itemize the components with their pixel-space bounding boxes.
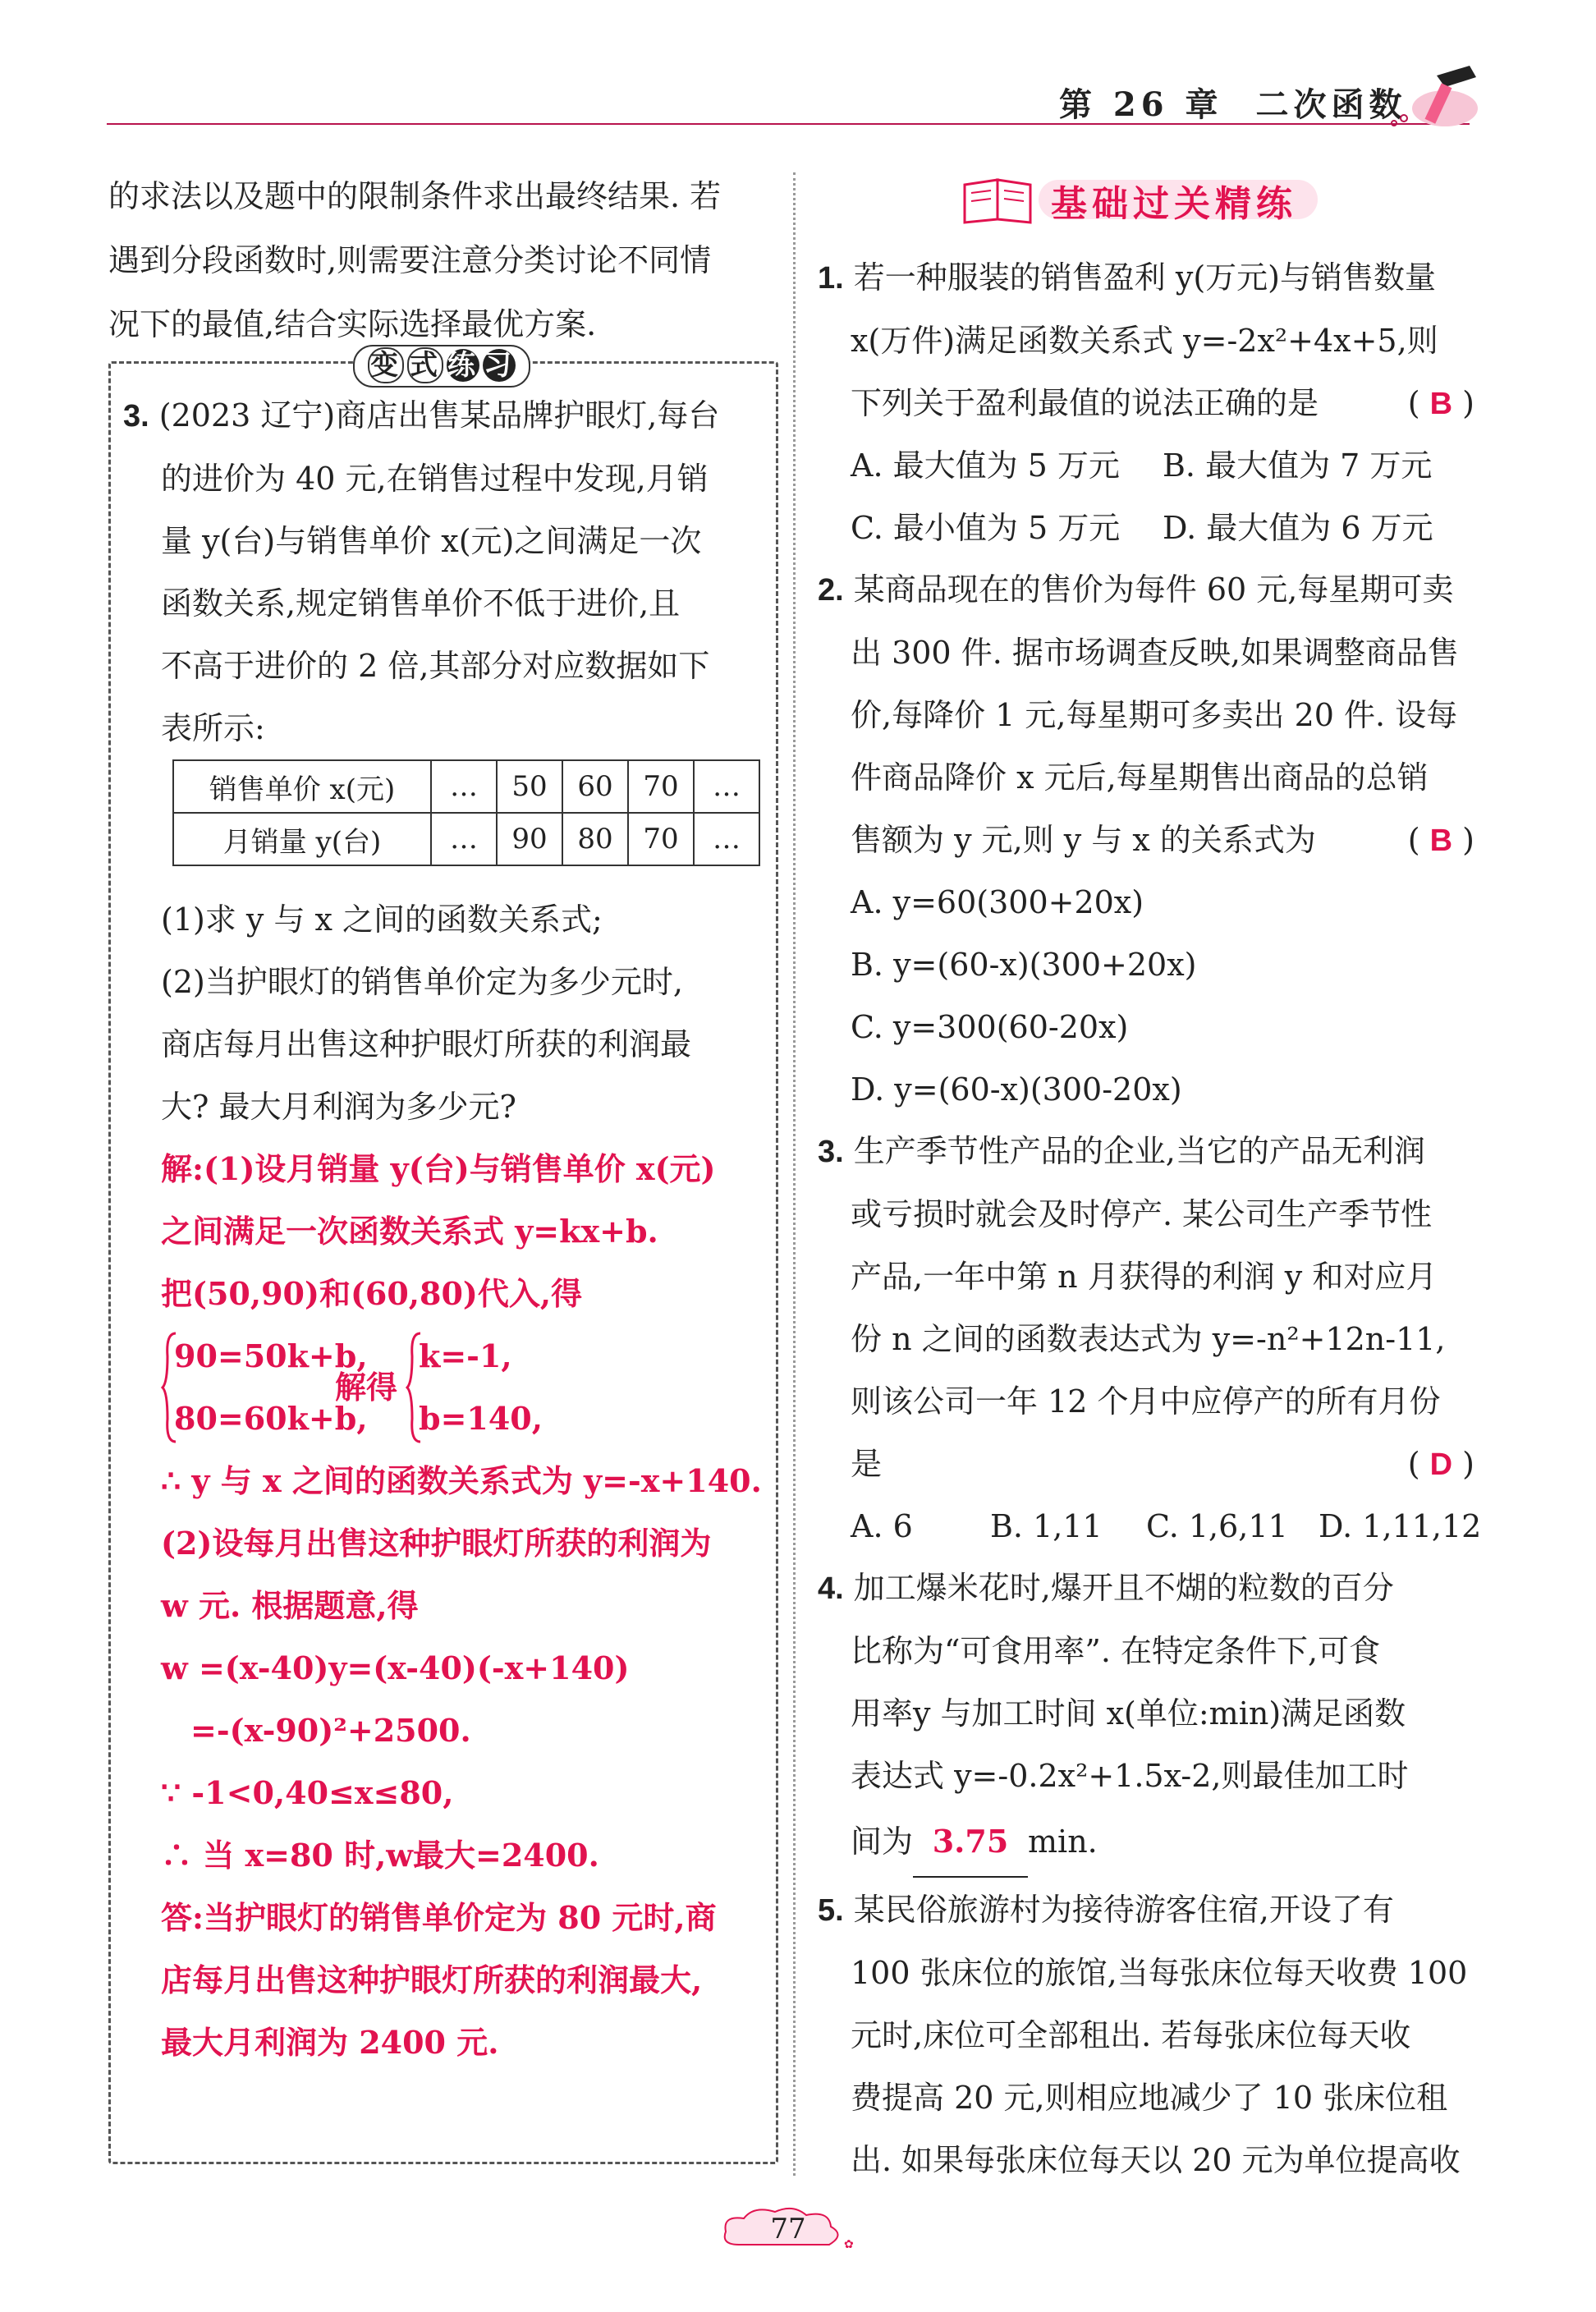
solution-line: 把(50,90)和(60,80)代入,得 (161, 1275, 583, 1312)
question-number: 3. (123, 399, 149, 434)
question-5 (818, 1878, 1467, 2191)
question-line: 元时,床位可全部租出. 若每张床位每天收 (851, 2017, 1411, 2053)
chapter-header (1059, 79, 1440, 126)
solution-line: w 元. 根据题意,得 (161, 1587, 419, 1624)
question-line: 间为 (851, 1823, 914, 1860)
table-cell: 70 (628, 813, 694, 865)
question-line: 函数关系,规定销售单价不低于进价,且 (161, 585, 681, 622)
question-3 (818, 1120, 1481, 1557)
answer-blank: 3.75 (913, 1807, 1028, 1878)
svg-text:✿: ✿ (844, 2238, 854, 2251)
table-row (173, 760, 759, 813)
sub-question-line: (1)求 y 与 x 之间的函数关系式; (161, 901, 603, 938)
solution-line: ∵ -1<0,40≤x≤80, (161, 1774, 454, 1811)
question-line: 则该公司一年 12 个月中应停产的所有月份 (851, 1383, 1441, 1420)
table-cell: 50 (497, 760, 562, 813)
solution-line: 解得 (335, 1369, 398, 1406)
book-icon (965, 180, 1030, 222)
question-line: 价,每降价 1 元,每星期可多卖出 20 件. 设每 (851, 697, 1458, 733)
question-line: 件商品降价 x 元后,每星期售出商品的总销 (851, 759, 1429, 796)
question-2 (818, 558, 1474, 1121)
question-line: 生产季节性产品的企业,当它的产品无利润 (853, 1133, 1425, 1169)
sub-questions (161, 888, 691, 1138)
question-line: 或亏损时就会及时停产. 某公司生产季节性 (851, 1196, 1433, 1232)
table-cell: 80 (562, 813, 628, 865)
solution-line: =-(x-90)²+2500. (190, 1712, 471, 1749)
badge-char: 变 (368, 347, 404, 383)
question-line: (2023 辽宁)商店出售某品牌护眼灯,每台 (158, 397, 720, 434)
solution-line: (2)设每月出售这种护眼灯所获的利润为 (161, 1525, 712, 1562)
intro-line: 况下的最值,结合实际选择最优方案. (108, 306, 597, 342)
question-line: 的进价为 40 元,在销售过程中发现,月销 (161, 461, 709, 497)
badge-char: 习 (484, 349, 515, 382)
question-line: 不高于进价的 2 倍,其部分对应数据如下 (161, 648, 710, 684)
solution-line: 80=60k+b, (174, 1400, 368, 1437)
option: C. y=300(60-20x) (851, 1009, 1129, 1045)
column-divider (793, 172, 796, 2176)
question-line: 费提高 20 元,则相应地减少了 10 张床位租 (851, 2080, 1448, 2116)
question-1 (818, 246, 1474, 559)
equation-system (161, 1325, 762, 1450)
question-number: 2. (818, 573, 844, 608)
question-line: 售额为 y 元,则 y 与 x 的关系式为 (851, 822, 1316, 858)
option: A. 6 (851, 1508, 913, 1544)
solution-line: ∴ 当 x=80 时,w最大=2400. (161, 1837, 599, 1874)
option: A. y=60(300+20x) (851, 884, 1144, 920)
solution-line: k=-1, (419, 1337, 512, 1374)
question-line: 表所示: (161, 710, 265, 746)
solution-line: 之间满足一次函数关系式 y=kx+b. (161, 1213, 658, 1250)
table-cell: … (431, 813, 497, 865)
question-line: 量 y(台)与销售单价 x(元)之间满足一次 (161, 523, 702, 559)
question-line: 表达式 y=-0.2x²+1.5x-2,则最佳加工时 (851, 1758, 1409, 1794)
solution-line: 最大月利润为 2400 元. (161, 2024, 499, 2061)
sub-question-line: 商店每月出售这种护眼灯所获的利润最 (161, 1026, 692, 1062)
solution (161, 1138, 762, 2074)
sub-question-line: (2)当护眼灯的销售单价定为多少元时, (161, 964, 683, 1000)
option: A. 最大值为 5 万元 (851, 447, 1120, 484)
table-cell: 销售单价 x(元) (173, 760, 431, 813)
table-cell: … (694, 760, 759, 813)
solution-line: ∴ y 与 x 之间的函数关系式为 y=-x+140. (161, 1462, 762, 1499)
option: B. y=(60-x)(300+20x) (851, 947, 1197, 983)
practice-question (123, 384, 719, 759)
option: D. 最大值为 6 万元 (1163, 510, 1433, 546)
table-cell: … (694, 813, 759, 865)
question-4 (818, 1557, 1408, 1878)
pen-hat-icon (1387, 59, 1486, 133)
question-line: 比称为“可食用率”. 在特定条件下,可食 (851, 1633, 1381, 1669)
option: C. 1,6,11 (1146, 1508, 1288, 1544)
table-cell: 70 (628, 760, 694, 813)
question-line: 出. 如果每张床位每天以 20 元为单位提高收 (851, 2142, 1461, 2178)
data-table (172, 759, 760, 866)
question-line: 是 (851, 1446, 883, 1482)
question-line: 100 张床位的旅馆,当每张床位每天收费 100 (851, 1955, 1468, 1991)
option: C. 最小值为 5 万元 (851, 510, 1121, 546)
sub-question-line: 大? 最大月利润为多少元? (161, 1089, 516, 1125)
header-rule (107, 123, 1470, 125)
solution-line: 90=50k+b, (174, 1337, 368, 1374)
badge-char: 练 (447, 349, 479, 382)
answer: D (1429, 1447, 1453, 1482)
practice-badge (353, 345, 530, 388)
table-cell: 90 (497, 813, 562, 865)
option: B. 1,11 (990, 1508, 1103, 1544)
question-line: 产品,一年中第 n 月获得的利润 y 和对应月 (851, 1259, 1438, 1295)
option: D. y=(60-x)(300-20x) (851, 1071, 1182, 1108)
question-number: 1. (818, 261, 844, 296)
question-line: 若一种服装的销售盈利 y(万元)与销售数量 (853, 259, 1436, 296)
question-line: 某商品现在的售价为每件 60 元,每星期可卖 (853, 571, 1454, 608)
table-cell: … (431, 760, 497, 813)
option: B. 最大值为 7 万元 (1163, 447, 1433, 484)
question-line: x(万件)满足函数关系式 y=-2x²+4x+5,则 (851, 323, 1438, 359)
question-line: 某民俗旅游村为接待游客住宿,开设了有 (853, 1892, 1394, 1928)
section-title: 基础过关精练 (1051, 183, 1297, 225)
intro-line: 的求法以及题中的限制条件求出最终结果. 若 (108, 178, 722, 214)
question-line: 出 300 件. 据市场调查反映,如果调整商品售 (851, 635, 1459, 671)
answer-bracket: ( B ) (1407, 822, 1474, 858)
solution-line: w =(x-40)y=(x-40)(-x+140) (161, 1649, 630, 1686)
question-line: 用率y 与加工时间 x(单位:min)满足函数 (851, 1695, 1406, 1732)
solution-line: 店每月出售这种护眼灯所获的利润最大, (161, 1961, 703, 1998)
solution-line: b=140, (419, 1400, 543, 1437)
question-number: 5. (818, 1893, 844, 1928)
answer: B (1429, 823, 1453, 858)
question-number: 3. (818, 1135, 844, 1169)
question-number: 4. (818, 1571, 844, 1606)
table-cell: 60 (562, 760, 628, 813)
intro-line: 遇到分段函数时,则需要注意分类讨论不同情 (108, 242, 712, 278)
page-number: 77 (770, 2213, 806, 2245)
chapter-title: 二次函数 (1255, 85, 1407, 124)
solution-line: 答:当护眼灯的销售单价定为 80 元时,商 (161, 1899, 717, 1936)
answer-bracket: ( D ) (1407, 1446, 1474, 1482)
question-line: min. (1028, 1823, 1098, 1860)
question-line: 下列关于盈利最值的说法正确的是 (851, 385, 1319, 421)
question-line: 加工爆米花时,爆开且不煳的粒数的百分 (853, 1570, 1394, 1606)
chapter-number: 第 26 章 (1059, 85, 1223, 124)
answer: B (1429, 387, 1453, 421)
table-row (173, 813, 759, 865)
question-line: 份 n 之间的函数表达式为 y=-n²+12n-11, (851, 1321, 1446, 1357)
option: D. 1,11,12 (1319, 1508, 1482, 1544)
table-cell: 月销量 y(台) (173, 813, 431, 865)
solution-line: 解:(1)设月销量 y(台)与销售单价 x(元) (161, 1150, 716, 1187)
badge-char: 式 (407, 347, 443, 383)
answer-bracket: ( B ) (1407, 385, 1474, 421)
intro-text (108, 164, 721, 356)
